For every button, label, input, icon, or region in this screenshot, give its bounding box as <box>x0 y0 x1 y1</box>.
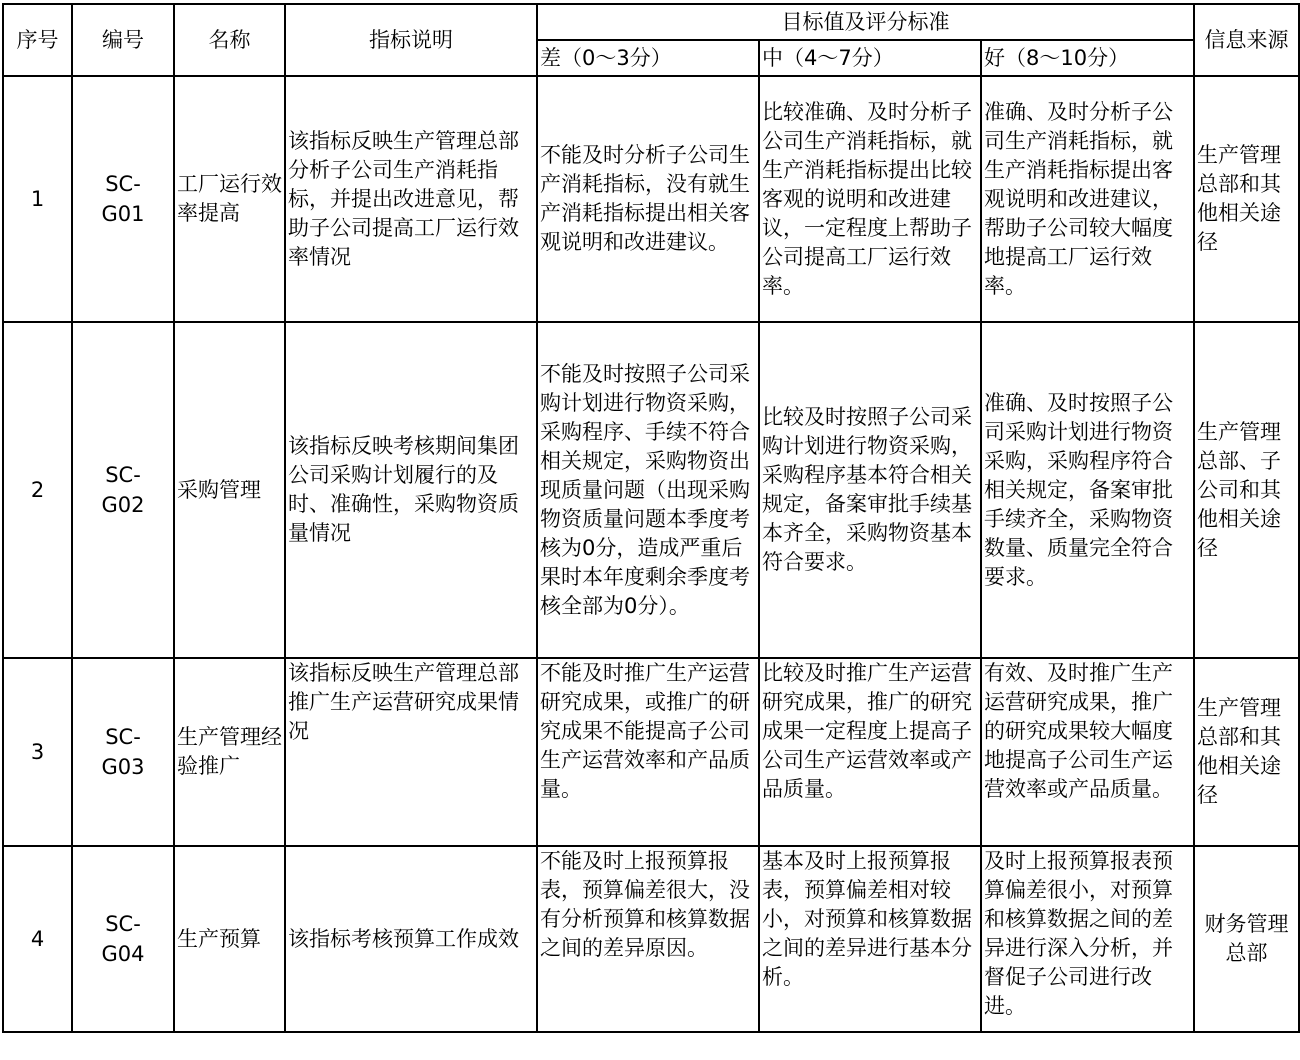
cell-code-line2: G03 <box>101 755 145 779</box>
cell-description: 该指标反映考核期间集团公司采购计划履行的及时、准确性，采购物资质量情况 <box>285 322 537 658</box>
cell-medium: 比较及时按照子公司采购计划进行物资采购，采购程序基本符合相关规定，备案审批手续基本齐全，采购物资基本符合要求。 <box>759 322 981 658</box>
cell-medium: 比较及时推广生产运营研究成果，推广的研究成果一定程度上提高子公司生产运营效率或产品质量。 <box>759 658 981 846</box>
cell-source: 生产管理总部、子公司和其他相关途径 <box>1194 322 1299 658</box>
cell-good: 准确、及时按照子公司采购计划进行物资采购，采购程序符合相关规定，备案审批手续齐全，采购物资数量、质量完全符合要求。 <box>981 322 1194 658</box>
header-seq: 序号 <box>3 4 72 76</box>
cell-name: 采购管理 <box>174 322 285 658</box>
table-row <box>3 658 1299 846</box>
cell-medium: 基本及时上报预算报表，预算偏差相对较小，对预算和核算数据之间的差异进行基本分析。 <box>759 846 981 1032</box>
cell-good: 有效、及时推广生产运营研究成果，推广的研究成果较大幅度地提高子公司生产运营效率或产品质量。 <box>981 658 1194 846</box>
cell-medium: 比较准确、及时分析子公司生产消耗指标，就生产消耗指标提出比较客观的说明和改进建议，一定程度上帮助子公司提高工厂运行效率。 <box>759 76 981 322</box>
cell-code <box>72 322 174 658</box>
cell-code-line1: SC- <box>105 463 141 487</box>
cell-name: 生产预算 <box>174 846 285 1032</box>
cell-poor: 不能及时按照子公司采购计划进行物资采购，采购程序、手续不符合相关规定，采购物资出现质量问题（出现采购物资质量问题本季度考核为0分，造成严重后果时本年度剩余季度考核全部为0分）。 <box>537 322 759 658</box>
cell-good: 及时上报预算报表预算偏差很小，对预算和核算数据之间的差异进行深入分析，并督促子公司进行改进。 <box>981 846 1194 1032</box>
table-row <box>3 76 1299 322</box>
table-row <box>3 322 1299 658</box>
table-row <box>3 846 1299 1032</box>
cell-seq: 4 <box>3 846 72 1032</box>
header-target-group: 目标值及评分标准 <box>537 4 1194 40</box>
header-medium: 中（4～7分） <box>759 40 981 76</box>
header-name: 名称 <box>174 4 285 76</box>
cell-code <box>72 658 174 846</box>
cell-code-line2: G02 <box>101 493 145 517</box>
cell-code <box>72 846 174 1032</box>
header-source: 信息来源 <box>1194 4 1299 76</box>
kpi-table <box>2 3 1300 1033</box>
header-good: 好（8～10分） <box>981 40 1194 76</box>
cell-seq: 3 <box>3 658 72 846</box>
cell-description: 该指标反映生产管理总部分析子公司生产消耗指标，并提出改进意见，帮助子公司提高工厂运行效率情况 <box>285 76 537 322</box>
cell-seq: 1 <box>3 76 72 322</box>
cell-name: 工厂运行效率提高 <box>174 76 285 322</box>
cell-seq: 2 <box>3 322 72 658</box>
header-description: 指标说明 <box>285 4 537 76</box>
cell-description: 该指标考核预算工作成效 <box>285 846 537 1032</box>
header-code: 编号 <box>72 4 174 76</box>
cell-code <box>72 76 174 322</box>
cell-description: 该指标反映生产管理总部推广生产运营研究成果情况 <box>285 658 537 846</box>
cell-source: 生产管理总部和其他相关途径 <box>1194 76 1299 322</box>
cell-poor: 不能及时推广生产运营研究成果，或推广的研究成果不能提高子公司生产运营效率和产品质量。 <box>537 658 759 846</box>
cell-code-line2: G01 <box>101 202 145 226</box>
cell-code-line1: SC- <box>105 725 141 749</box>
header-poor: 差（0～3分） <box>537 40 759 76</box>
cell-code-line2: G04 <box>101 942 145 966</box>
cell-name: 生产管理经验推广 <box>174 658 285 846</box>
cell-poor: 不能及时上报预算报表，预算偏差很大，没有分析预算和核算数据之间的差异原因。 <box>537 846 759 1032</box>
cell-code-line1: SC- <box>105 172 141 196</box>
cell-source: 生产管理总部和其他相关途径 <box>1194 658 1299 846</box>
cell-code-line1: SC- <box>105 912 141 936</box>
cell-good: 准确、及时分析子公司生产消耗指标，就生产消耗指标提出客观说明和改进建议，帮助子公司较大幅度地提高工厂运行效率。 <box>981 76 1194 322</box>
cell-source: 财务管理总部 <box>1194 846 1299 1032</box>
cell-poor: 不能及时分析子公司生产消耗指标，没有就生产消耗指标提出相关客观说明和改进建议。 <box>537 76 759 322</box>
